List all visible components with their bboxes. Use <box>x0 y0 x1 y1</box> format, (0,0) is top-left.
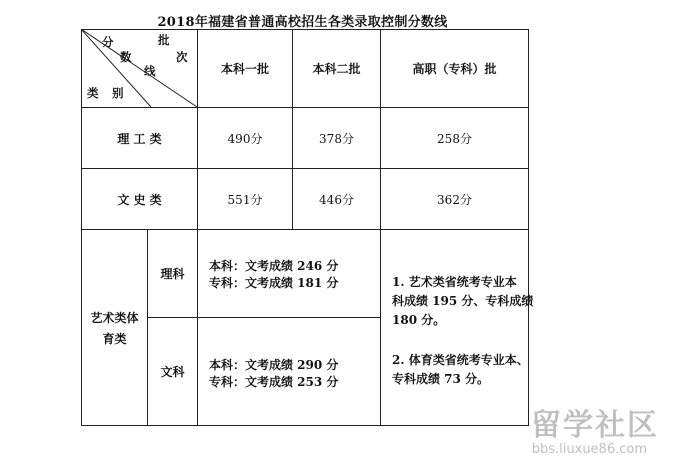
page-title: 2018年福建省普通高校招生各类录取控制分数线 <box>157 15 448 30</box>
corner-shu: 数 <box>120 50 132 64</box>
art-note-line3: 180 分。 <box>392 313 446 327</box>
art-note-line5: 专科成绩 73 分。 <box>392 372 490 386</box>
art-note-line4: 2. 体育类省统考专业本、 <box>392 353 529 367</box>
art-science-line2: 专科：文考成绩 181 分 <box>209 276 339 290</box>
corner-xian: 线 <box>144 64 156 78</box>
col-header-first-batch: 本科一批 <box>197 29 293 108</box>
row-art-pe-label <box>81 229 148 426</box>
liberal-arts-first-batch: 551分 <box>197 168 293 230</box>
col-header-vocational-batch: 高职（专科）批 <box>380 29 529 108</box>
corner-header-cell <box>81 29 198 108</box>
art-pe-label-line2: 育类 <box>102 331 127 346</box>
corner-lei: 类 <box>87 86 99 100</box>
art-science-line1: 本科：文考成绩 246 分 <box>209 259 339 273</box>
liberal-arts-vocational-batch: 362分 <box>380 168 529 230</box>
corner-bie: 别 <box>112 86 124 100</box>
corner-pi: 批 <box>158 33 170 47</box>
row-liberal-arts-label: 文 史 类 <box>81 168 198 230</box>
art-note-line2: 科成绩 195 分、专科成绩 <box>392 294 534 308</box>
top-cropped-text-strip <box>0 0 679 4</box>
science-vocational-batch: 258分 <box>380 107 529 169</box>
liberal-arts-second-batch: 446分 <box>292 168 381 230</box>
watermark-logo-text: 留学社区 <box>531 408 659 443</box>
art-sub-science-label: 理科 <box>147 229 198 318</box>
site-watermark <box>499 410 659 457</box>
art-sub-liberal-label: 文科 <box>147 317 198 426</box>
art-note-line1: 1. 艺术类省统考专业本 <box>392 275 517 289</box>
art-liberal-line1: 本科：文考成绩 290 分 <box>209 358 339 372</box>
science-first-batch: 490分 <box>197 107 293 169</box>
col-header-second-batch: 本科二批 <box>292 29 381 108</box>
row-science-label: 理 工 类 <box>81 107 198 169</box>
art-liberal-line2: 专科：文考成绩 253 分 <box>209 375 339 389</box>
science-second-batch: 378分 <box>292 107 381 169</box>
art-pe-label-line1: 艺术类体 <box>90 310 139 325</box>
watermark-url: bbs.liuxue86.com <box>531 442 647 457</box>
corner-fen: 分 <box>102 35 114 49</box>
corner-ci: 次 <box>176 50 188 64</box>
